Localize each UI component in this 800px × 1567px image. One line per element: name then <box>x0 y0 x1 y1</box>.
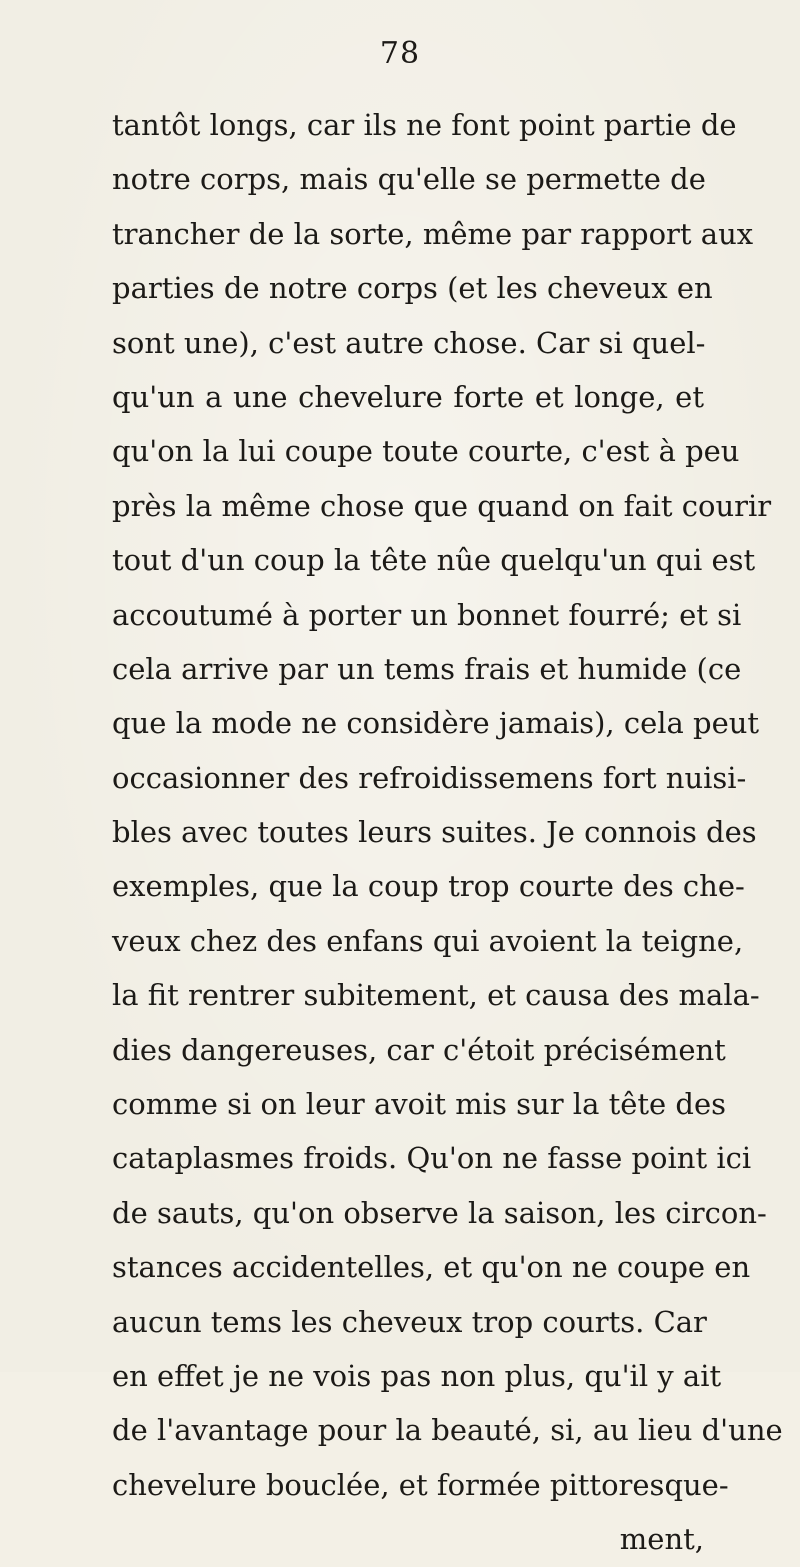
text-line: tout d'un coup la tête nûe quelqu'un qui est <box>112 543 756 578</box>
text-line: de l'avantage pour la beauté, si, au lieu d'une <box>112 1413 783 1448</box>
text-line: en effet je ne vois pas non plus, qu'il y ait <box>112 1358 722 1393</box>
text-line: parties de notre corps (et les cheveux en <box>112 271 713 306</box>
text-line: cela arrive par un tems frais et humide (ce <box>112 651 742 686</box>
text-line: qu'on la lui coupe toute courte, c'est à peu <box>112 434 740 469</box>
text-line: sont une), c'est autre chose. Car si quel- <box>112 325 706 360</box>
text-line: veux chez des enfans qui avoient la teigne, <box>112 923 744 958</box>
text-line: qu'un a une chevelure forte et longe, et <box>112 379 704 414</box>
body-text <box>112 98 783 1567</box>
text-line: ment, <box>619 1522 704 1557</box>
text-line: occasionner des refroidissemens fort nuisi- <box>112 760 747 795</box>
text-line: bles avec toutes leurs suites. Je connois des <box>112 815 757 850</box>
page-number: 78 <box>379 36 421 71</box>
text-line: notre corps, mais qu'elle se permette de <box>112 162 706 197</box>
text-line: stances accidentelles, et qu'on ne coupe en <box>112 1250 751 1285</box>
text-line: exemples, que la coup trop courte des che- <box>112 869 745 904</box>
text-line: aucun tems les cheveux trop courts. Car <box>112 1304 707 1339</box>
text-line: que la mode ne considère jamais), cela peut <box>112 706 760 741</box>
text-line: tantôt longs, car ils ne font point partie de <box>112 108 737 142</box>
text-line: comme si on leur avoit mis sur la tête des <box>112 1087 727 1122</box>
text-line: près la même chose que quand on fait courir <box>112 488 772 523</box>
text-line: dies dangereuses, car c'étoit précisément <box>112 1032 726 1067</box>
text-line: accoutumé à porter un bonnet fourré; et si <box>112 597 742 632</box>
text-line: cataplasmes froids. Qu'on ne fasse point ici <box>112 1141 752 1176</box>
text-line: chevelure bouclée, et formée pittoresque- <box>112 1467 729 1502</box>
text-line: trancher de la sorte, même par rapport aux <box>112 216 754 251</box>
text-line: la fit rentrer subitement, et causa des mala- <box>112 978 760 1013</box>
text-line: de sauts, qu'on observe la saison, les circon- <box>112 1195 767 1230</box>
